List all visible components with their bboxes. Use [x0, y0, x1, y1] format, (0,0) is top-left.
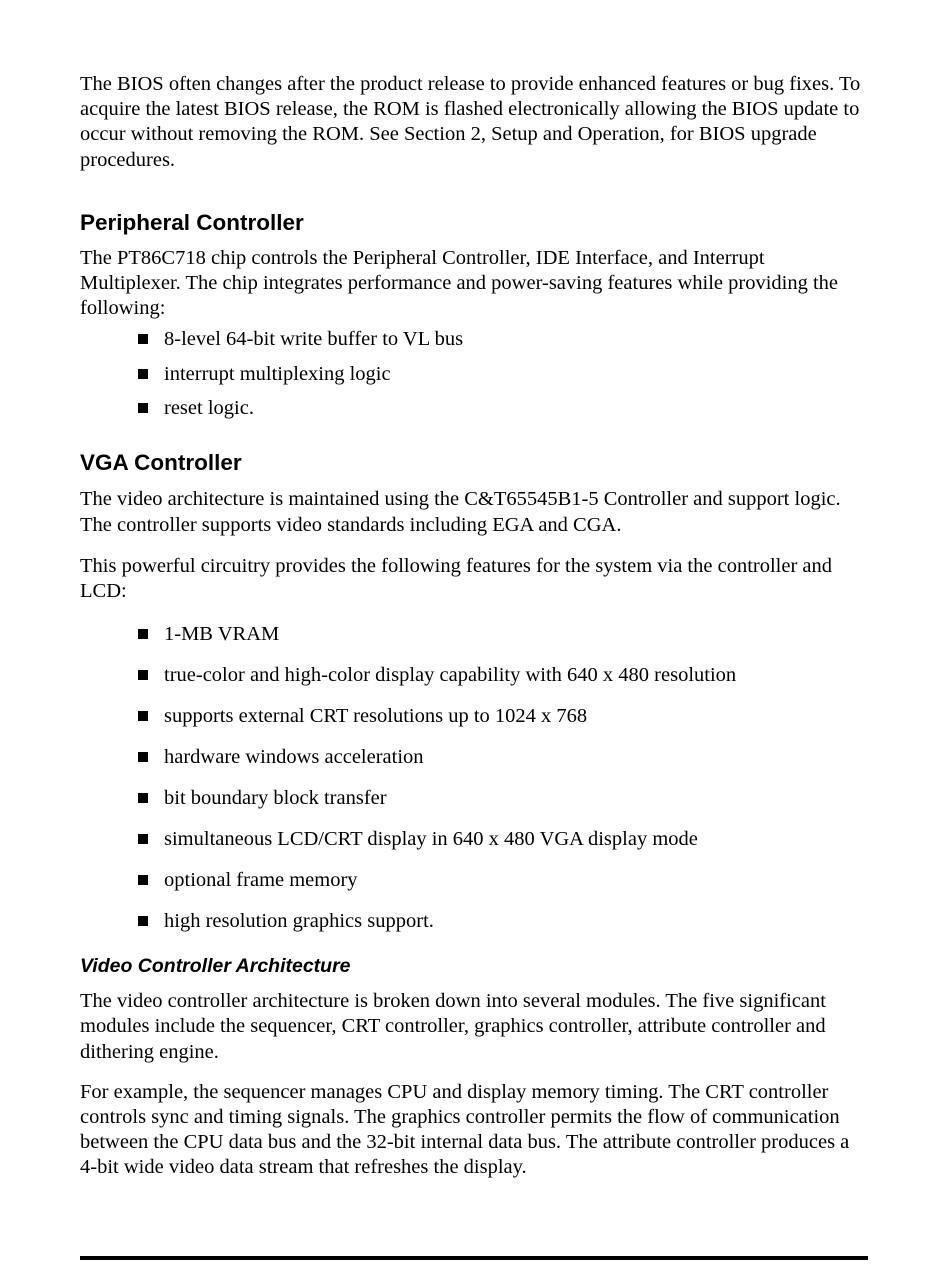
- list-item-text: bit boundary block transfer: [164, 787, 387, 810]
- list-item-text: interrupt multiplexing logic: [164, 362, 391, 385]
- list-item-text: 1-MB VRAM: [164, 623, 280, 646]
- square-bullet-icon: [138, 670, 148, 680]
- square-bullet-icon: [138, 369, 148, 379]
- square-bullet-icon: [138, 752, 148, 762]
- list-item-text: optional frame memory: [164, 869, 358, 892]
- video-architecture-heading: Video Controller Architecture: [80, 955, 351, 978]
- list-item: [138, 786, 868, 811]
- footer-divider: [80, 1256, 868, 1260]
- square-bullet-icon: [138, 711, 148, 721]
- list-item: [138, 868, 868, 893]
- list-item-text: reset logic.: [164, 397, 254, 420]
- document-page: [80, 72, 868, 1181]
- square-bullet-icon: [138, 629, 148, 639]
- vga-feature-list: [80, 622, 868, 934]
- square-bullet-icon: [138, 875, 148, 885]
- list-item-text: high resolution graphics support.: [164, 910, 434, 933]
- video-architecture-paragraph-1: The video controller architecture is broken down into several modules. The five significant modules include the sequencer, CRT controller, graphics controller, attribute controller and dithering engine.: [80, 990, 826, 1063]
- list-item-text: supports external CRT resolutions up to 1024 x 768: [164, 705, 588, 728]
- list-item: [138, 622, 868, 647]
- list-item-text: true-color and high-color display capability with 640 x 480 resolution: [164, 664, 737, 687]
- list-item: [138, 745, 868, 770]
- square-bullet-icon: [138, 403, 148, 413]
- square-bullet-icon: [138, 916, 148, 926]
- square-bullet-icon: [138, 834, 148, 844]
- video-architecture-paragraph-2: For example, the sequencer manages CPU and display memory timing. The CRT controller controls sync and timing signals. The graphics controller permits the flow of communication between the CPU data bus and the 32-bit internal data bus. The attribute controller produces a 4-bit wide video data stream that refreshes the display.: [80, 1080, 850, 1179]
- vga-controller-heading: VGA Controller: [80, 450, 242, 476]
- square-bullet-icon: [138, 334, 148, 344]
- peripheral-controller-paragraph: The PT86C718 chip controls the Peripheral Controller, IDE Interface, and Interrupt Multiplexer. The chip integrates performance and power-saving features while providing the following:: [80, 246, 839, 320]
- list-item: [138, 396, 868, 421]
- peripheral-feature-list: [80, 327, 868, 421]
- list-item: [138, 909, 868, 934]
- list-item-text: hardware windows acceleration: [164, 746, 424, 769]
- vga-paragraph-1: The video architecture is maintained using the C&T65545B1-5 Controller and support logic. The controller supports video standards including EGA and CGA.: [80, 488, 841, 536]
- list-item: [138, 827, 868, 852]
- list-item: [138, 362, 868, 387]
- vga-paragraph-2: This powerful circuitry provides the following features for the system via the controller and LCD:: [80, 554, 833, 603]
- list-item-text: simultaneous LCD/CRT display in 640 x 480 VGA display mode: [164, 828, 698, 851]
- square-bullet-icon: [138, 793, 148, 803]
- list-item-text: 8-level 64-bit write buffer to VL bus: [164, 328, 464, 351]
- intro-paragraph: The BIOS often changes after the product release to provide enhanced features or bug fixes. To acquire the latest BIOS release, the ROM is flashed electronically allowing the BIOS update to occur without removing the ROM. See Section 2, Setup and Operation, for BIOS upgrade procedures.: [80, 73, 861, 171]
- peripheral-controller-heading: Peripheral Controller: [80, 209, 304, 235]
- list-item: [138, 663, 868, 688]
- list-item: [138, 704, 868, 729]
- list-item: [138, 327, 868, 352]
